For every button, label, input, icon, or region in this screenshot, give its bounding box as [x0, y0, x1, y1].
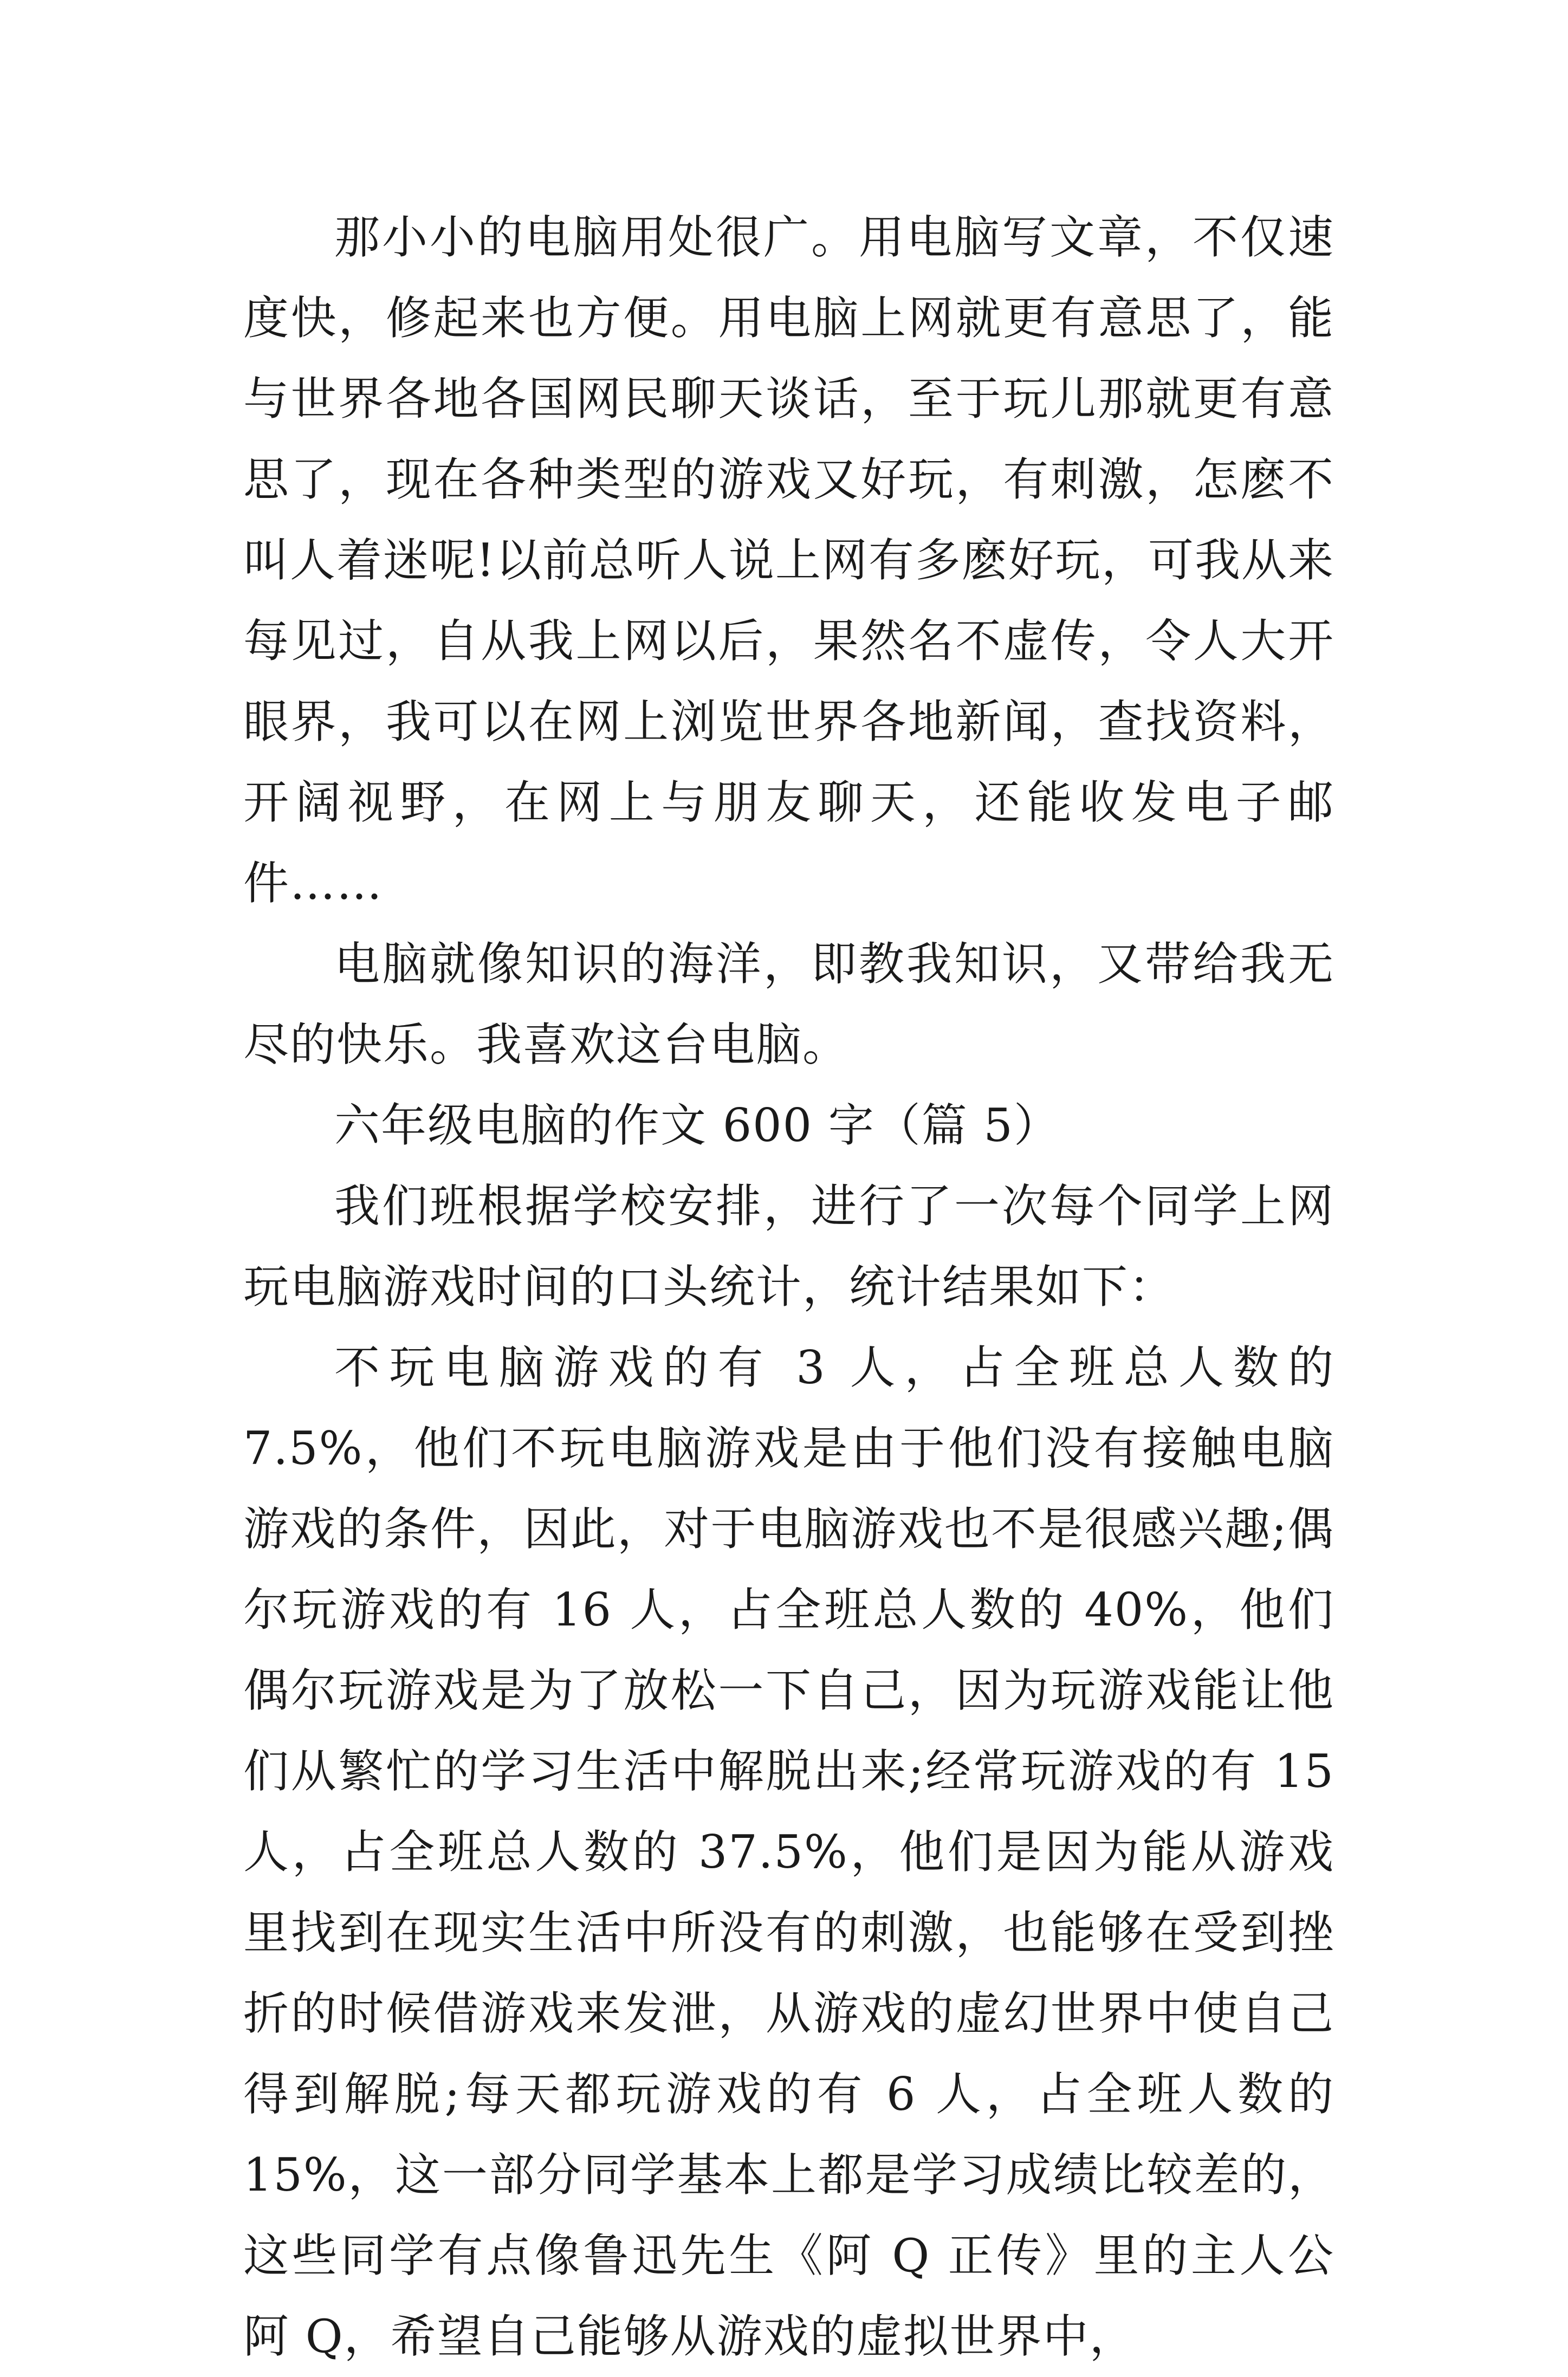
document-body — [243, 197, 1334, 2377]
paragraph-computer-uses: 那小小的电脑用处很广。用电脑写文章，不仅速度快，修起来也方便。用电脑上网就更有意思了，能与世界各地各国网民聊天谈话，至于玩儿那就更有意思了，现在各种类型的游戏又好玩，有刺激，怎麽不叫人着迷呢!以前总听人说上网有多麽好玩，可我从来每见过，自从我上网以后，果然名不虚传，令人大开眼界，我可以在网上浏览世界各地新闻，查找资料，开阔视野，在网上与朋友聊天，还能收发电子邮件…… — [243, 211, 1334, 910]
paragraph-survey-intro: 我们班根据学校安排，进行了一次每个同学上网玩电脑游戏时间的口头统计，统计结果如下： — [243, 1180, 1334, 1313]
section-heading: 六年级电脑的作文 600 字（篇 5） — [334, 1099, 1060, 1152]
paragraph-survey-results: 不玩电脑游戏的有 3 人，占全班总人数的 7.5%，他们不玩电脑游戏是由于他们没有接触电脑游戏的条件，因此，对于电脑游戏也不是很感兴趣;偶尔玩游戏的有 16 人，占全班总人数的 40%，他们偶尔玩游戏是为了放松一下自己，因为玩游戏能让他们从繁忙的学习生活中解脱出来;经常玩游戏的有 15 人，占全班总人数的 37.5%，他们是因为能从游戏里找到在现实生活中所没有的刺激，也能够在受到挫折的时候借游戏来发泄，从游戏的虚幻世界中使自己得到解脱;每天都玩游戏的有 6 人，占全班人数的 15%，这一部分同学基本上都是学习成绩比较差的，这些同学有点像鲁迅先生《阿 Q 正传》里的主人公阿 Q，希望自己能够从游戏的虚拟世界中， — [243, 1341, 1334, 2363]
paragraph-knowledge-ocean: 电脑就像知识的海洋，即教我知识，又带给我无尽的快乐。我喜欢这台电脑。 — [243, 937, 1334, 1071]
